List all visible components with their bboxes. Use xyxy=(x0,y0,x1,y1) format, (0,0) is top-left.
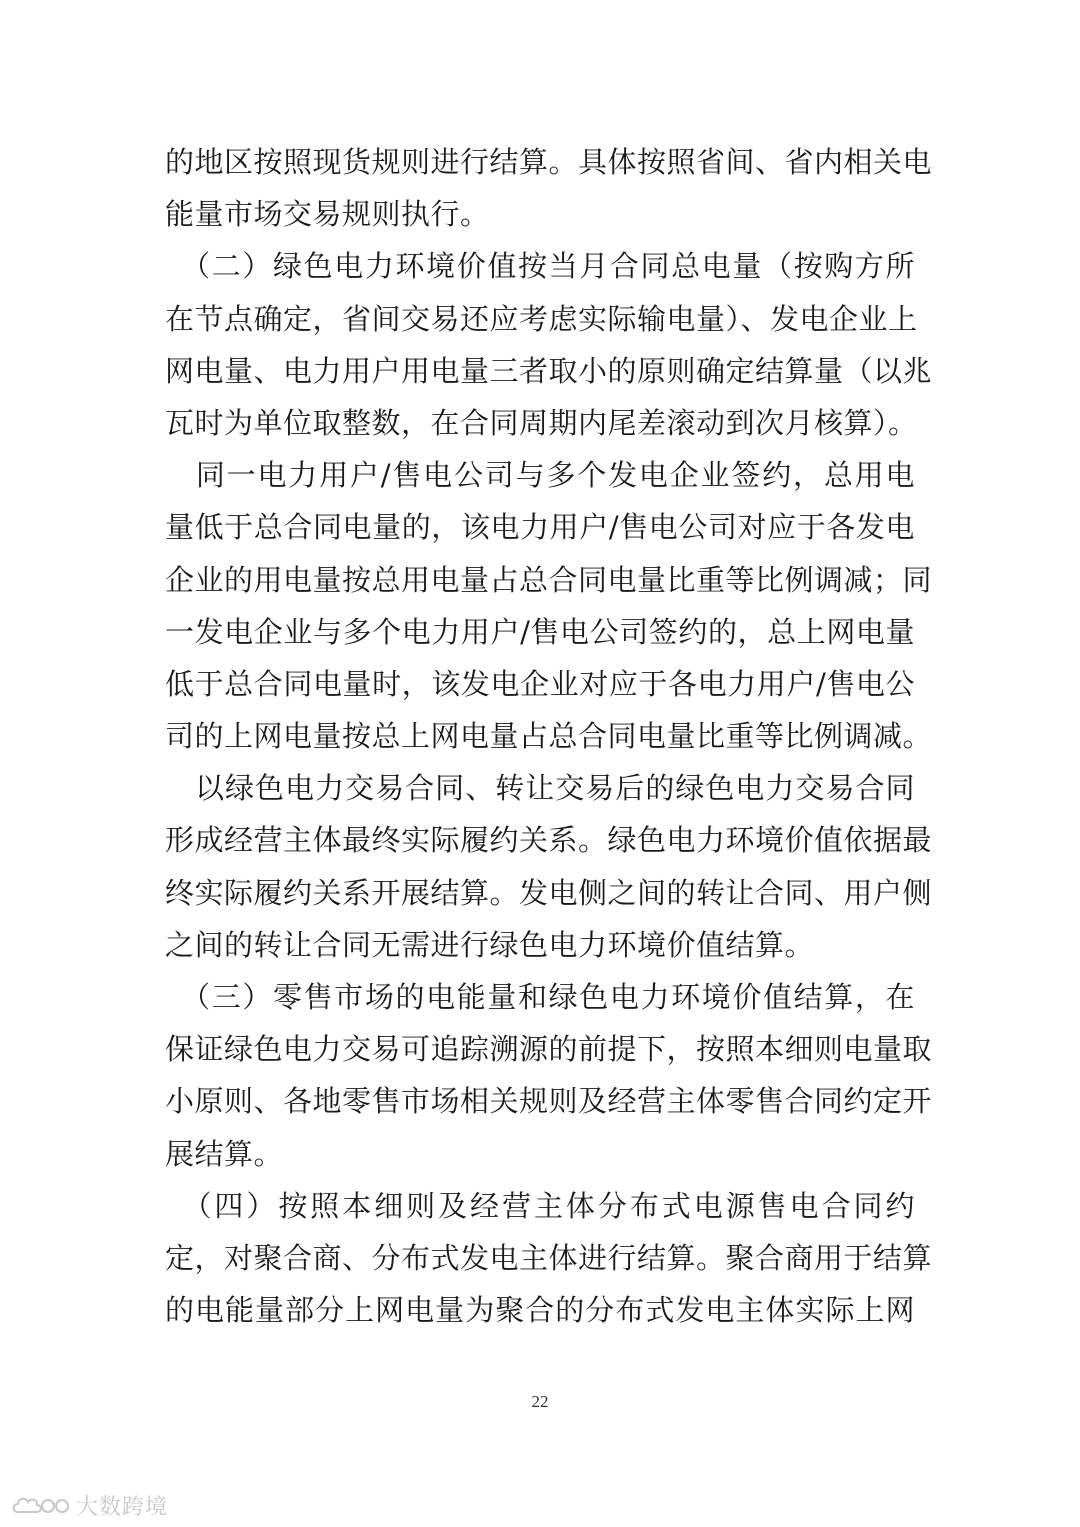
cloud-logo-icon xyxy=(10,1492,70,1518)
text-line: 瓦时为单位取整数，在合同周期内尾差滚动到次月核算）。 xyxy=(165,405,918,440)
text-line: （四）按照本细则及经营主体分布式电源售电合同约 xyxy=(165,1188,915,1223)
text-line: 以绿色电力交易合同、转让交易后的绿色电力交易合同 xyxy=(165,771,915,806)
text-line: 低于总合同电量时，该发电企业对应于各电力用户/售电公 xyxy=(165,666,915,701)
document-body xyxy=(165,136,933,1336)
text-line: 能量市场交易规则执行。 xyxy=(165,197,490,232)
text-line: 网电量、电力用户用电量三者取小的原则确定结算量（以兆 xyxy=(165,353,933,388)
text-line: 保证绿色电力交易可追踪溯源的前提下，按照本细则电量取 xyxy=(165,1032,933,1067)
text-line: 的电能量部分上网电量为聚合的分布式发电主体实际上网 xyxy=(165,1293,915,1328)
text-line: 同一电力用户/售电公司与多个发电企业签约，总用电 xyxy=(165,458,915,493)
text-line: 终实际履约关系开展结算。发电侧之间的转让合同、用户侧 xyxy=(165,875,933,910)
text-line: 小原则、各地零售市场相关规则及经营主体零售合同约定开 xyxy=(165,1084,933,1119)
text-line: 量低于总合同电量的，该电力用户/售电公司对应于各发电 xyxy=(165,510,915,545)
text-line: 形成经营主体最终实际履约关系。绿色电力环境价值依据最 xyxy=(165,823,933,858)
text-line: （三）零售市场的电能量和绿色电力环境价值结算，在 xyxy=(165,980,915,1014)
watermark xyxy=(10,1490,168,1520)
page-number: 22 xyxy=(531,1392,549,1411)
text-line: 定，对聚合商、分布式发电主体进行结算。聚合商用于结算 xyxy=(165,1240,933,1275)
text-line: 的地区按照现货规则进行结算。具体按照省间、省内相关电 xyxy=(165,145,933,179)
text-line: 一发电企业与多个电力用户/售电公司签约的，总上网电量 xyxy=(165,614,915,649)
text-line: 之间的转让合同无需进行绿色电力环境价值结算。 xyxy=(165,927,815,962)
text-line: 司的上网电量按总上网电量占总合同电量比重等比例调减。 xyxy=(165,719,933,754)
watermark-text: 大数跨境 xyxy=(76,1494,169,1520)
text-line: 展结算。 xyxy=(165,1136,284,1171)
text-line: 企业的用电量按总用电量占总合同电量比重等比例调减；同 xyxy=(165,562,933,597)
text-line: （二）绿色电力环境价值按当月合同总电量（按购方所 xyxy=(165,249,915,284)
text-line: 在节点确定，省间交易还应考虑实际输电量）、发电企业上 xyxy=(165,301,918,336)
